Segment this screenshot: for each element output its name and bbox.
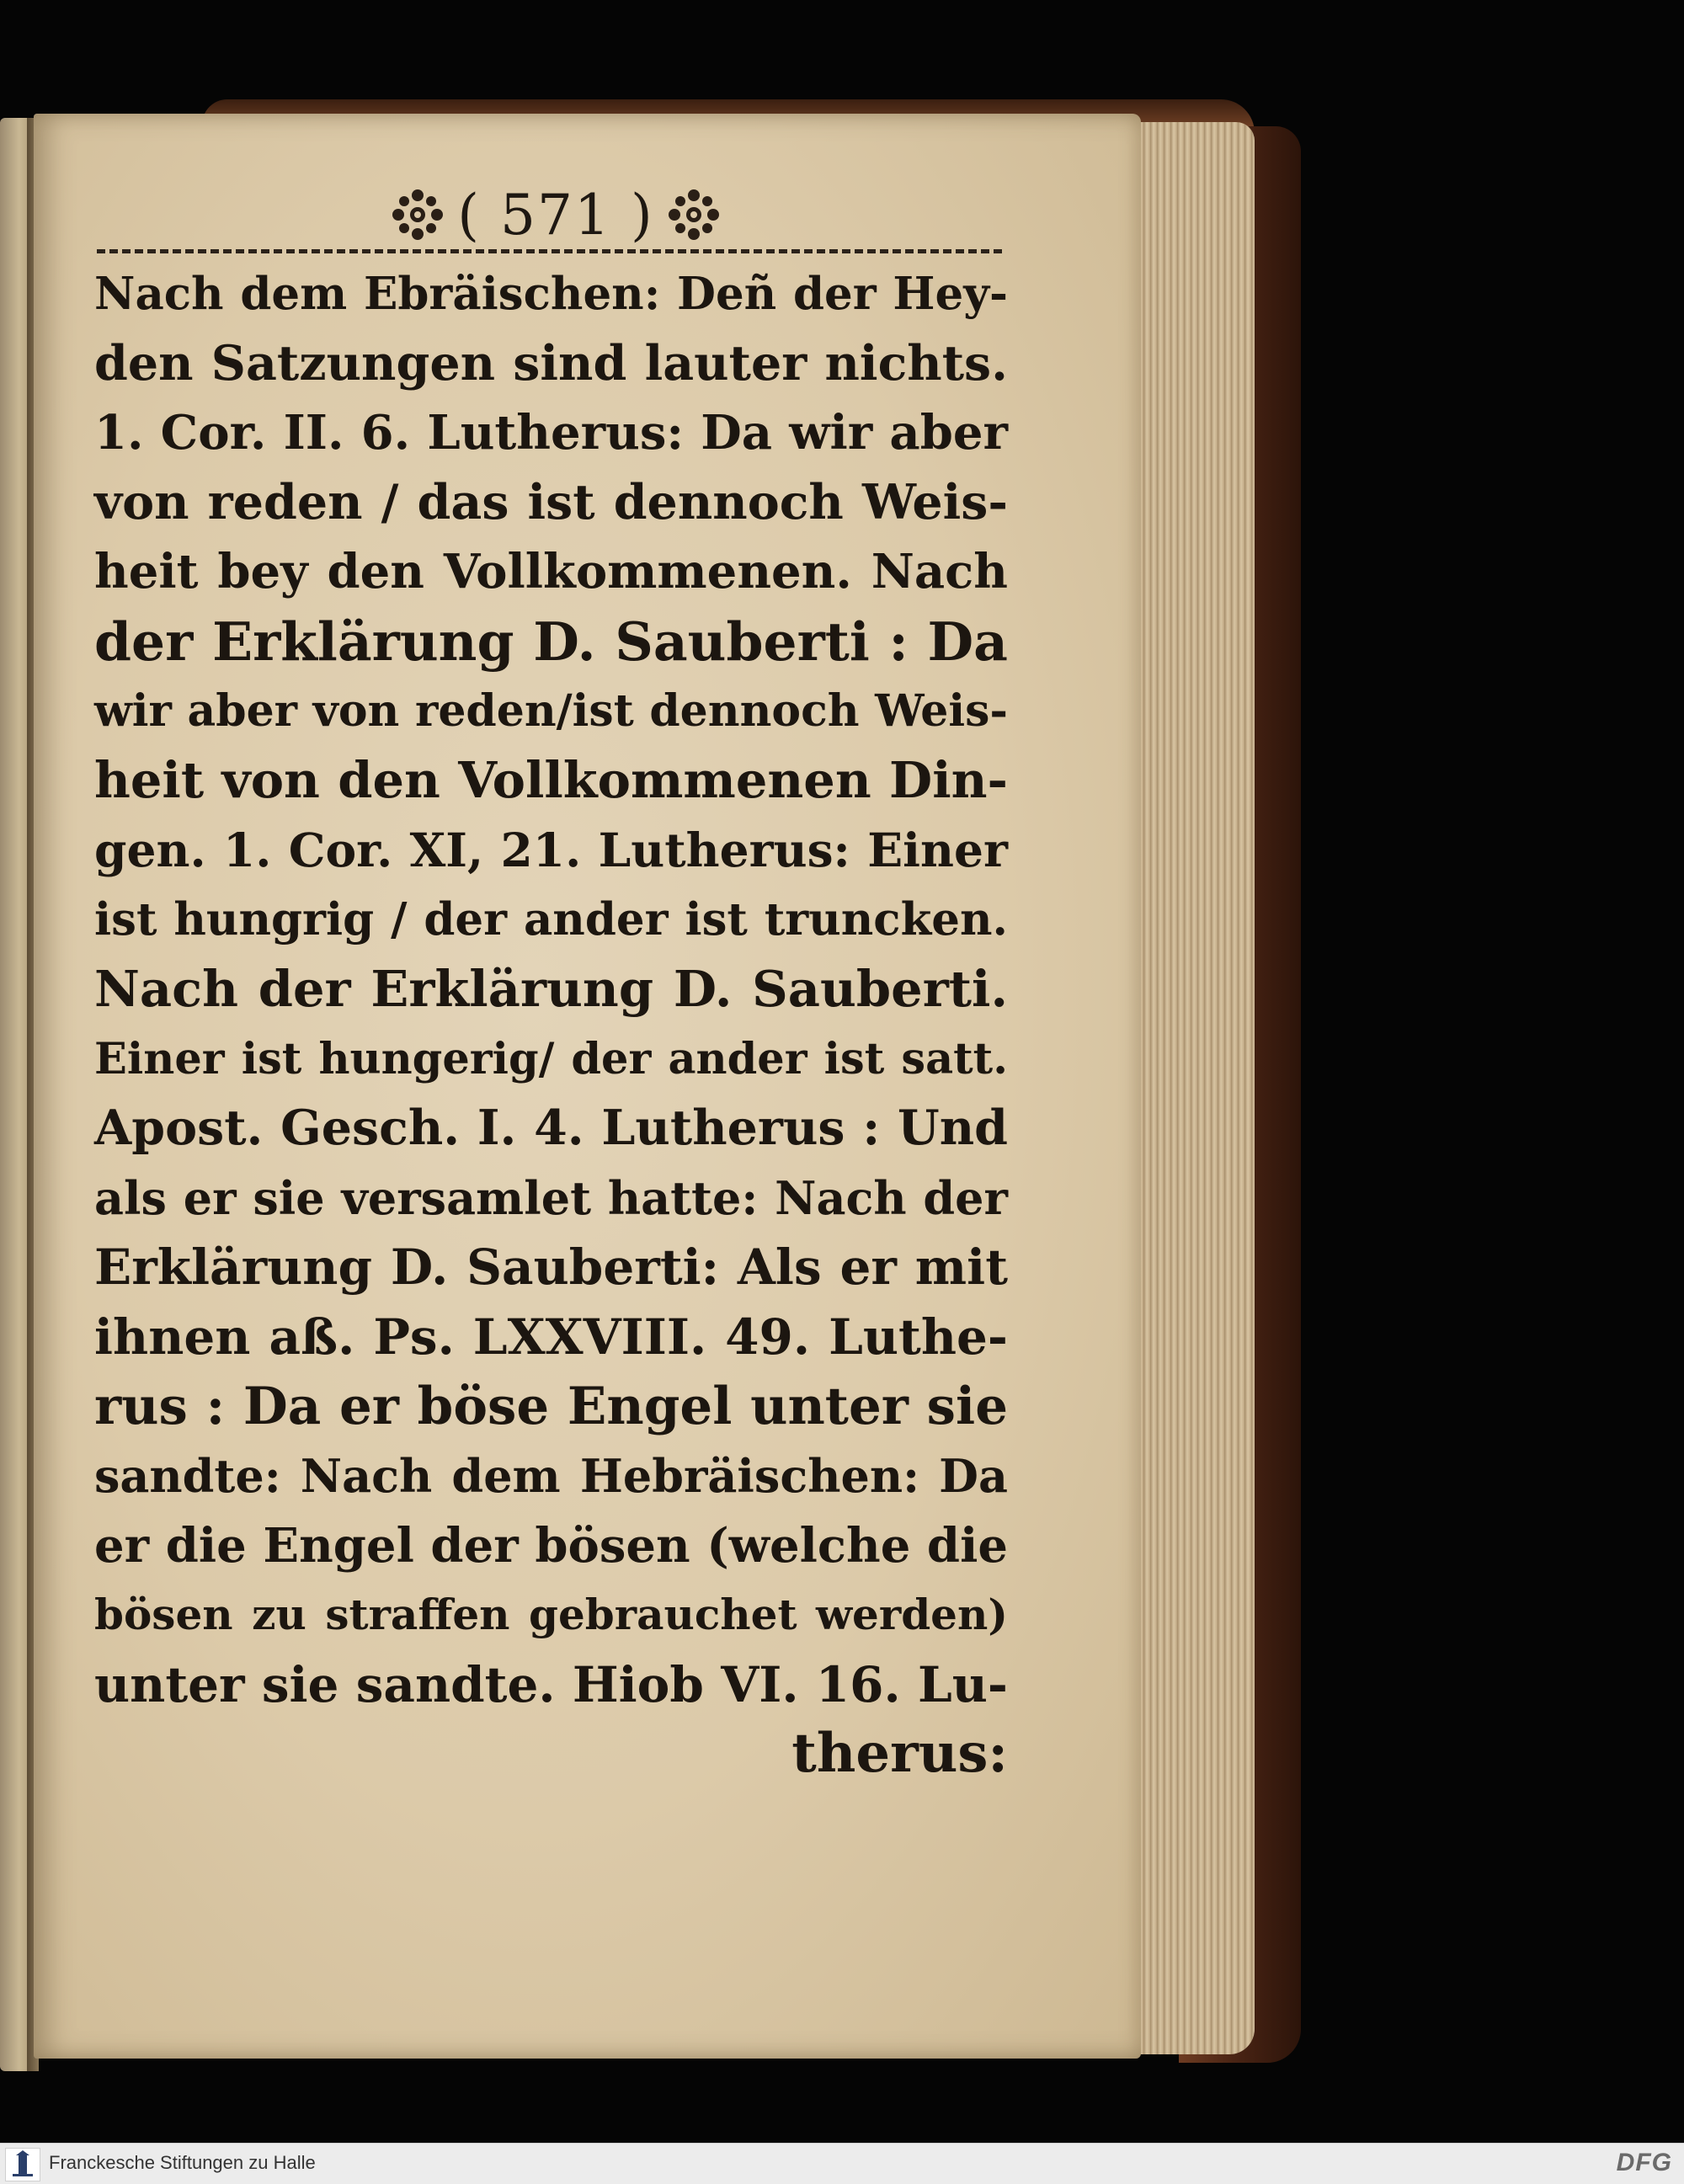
text-line: ist hungrig / der ander ist truncken. <box>94 893 1008 946</box>
text-line: Nach der Erklärung D. Sauberti. <box>94 959 1008 1018</box>
text-line: gen. 1. Cor. XI, 21. Lutherus: Einer <box>94 822 1008 877</box>
catchword: therus: <box>791 1722 1008 1786</box>
text-line: den Satzungen sind lauter nichts. <box>94 334 1008 392</box>
dfg-logo: DFG <box>1616 2149 1672 2176</box>
ornament-flower-icon <box>390 187 445 242</box>
text-line: von reden / das ist dennoch Weis- <box>94 473 1008 530</box>
text-line: sandte: Nach dem Hebräischen: Da <box>94 1449 1008 1504</box>
page-header <box>101 177 1010 253</box>
body-text <box>94 259 1008 1789</box>
text-line: wir aber von reden/ist dennoch Weis- <box>94 684 1008 737</box>
text-line: Nach dem Ebräischen: Deñ der Hey- <box>94 268 1008 320</box>
page-number: ( 571 ) <box>457 182 654 248</box>
text-line: er die Engel der bösen (welche die <box>94 1517 1008 1574</box>
library-logo-icon[interactable] <box>5 2148 40 2181</box>
text-line: als er sie versamlet hatte: Nach der <box>94 1170 1008 1225</box>
ornament-flower-icon <box>666 187 722 242</box>
text-line: unter sie sandte. Hiob VI. 16. Lu- <box>94 1655 1008 1713</box>
text-line: 1. Cor. II. 6. Lutherus: Da wir aber <box>94 405 1008 461</box>
text-line: der Erklärung D. Sauberti : Da <box>94 610 1008 673</box>
text-line: rus : Da er böse Engel unter sie <box>94 1376 1008 1436</box>
institution-label: Franckesche Stiftungen zu Halle <box>49 2152 316 2173</box>
page-block-edges <box>1124 122 1255 2054</box>
text-line: Apost. Gesch. I. 4. Lutherus : Und <box>94 1100 1008 1157</box>
text-line: Erklärung D. Sauberti: Als er mit <box>94 1238 1008 1297</box>
text-line: heit bey den Vollkommenen. Nach <box>94 544 1008 600</box>
viewer-footer <box>0 2143 1684 2184</box>
text-line: bösen zu straffen gebrauchet werden) <box>94 1590 1008 1640</box>
text-line: heit von den Vollkommenen Din- <box>94 751 1008 810</box>
text-line: Einer ist hungerig/ der ander ist satt. <box>94 1033 1008 1084</box>
text-line: ihnen aß. Ps. LXXVIII. 49. Luthe- <box>94 1308 1008 1366</box>
